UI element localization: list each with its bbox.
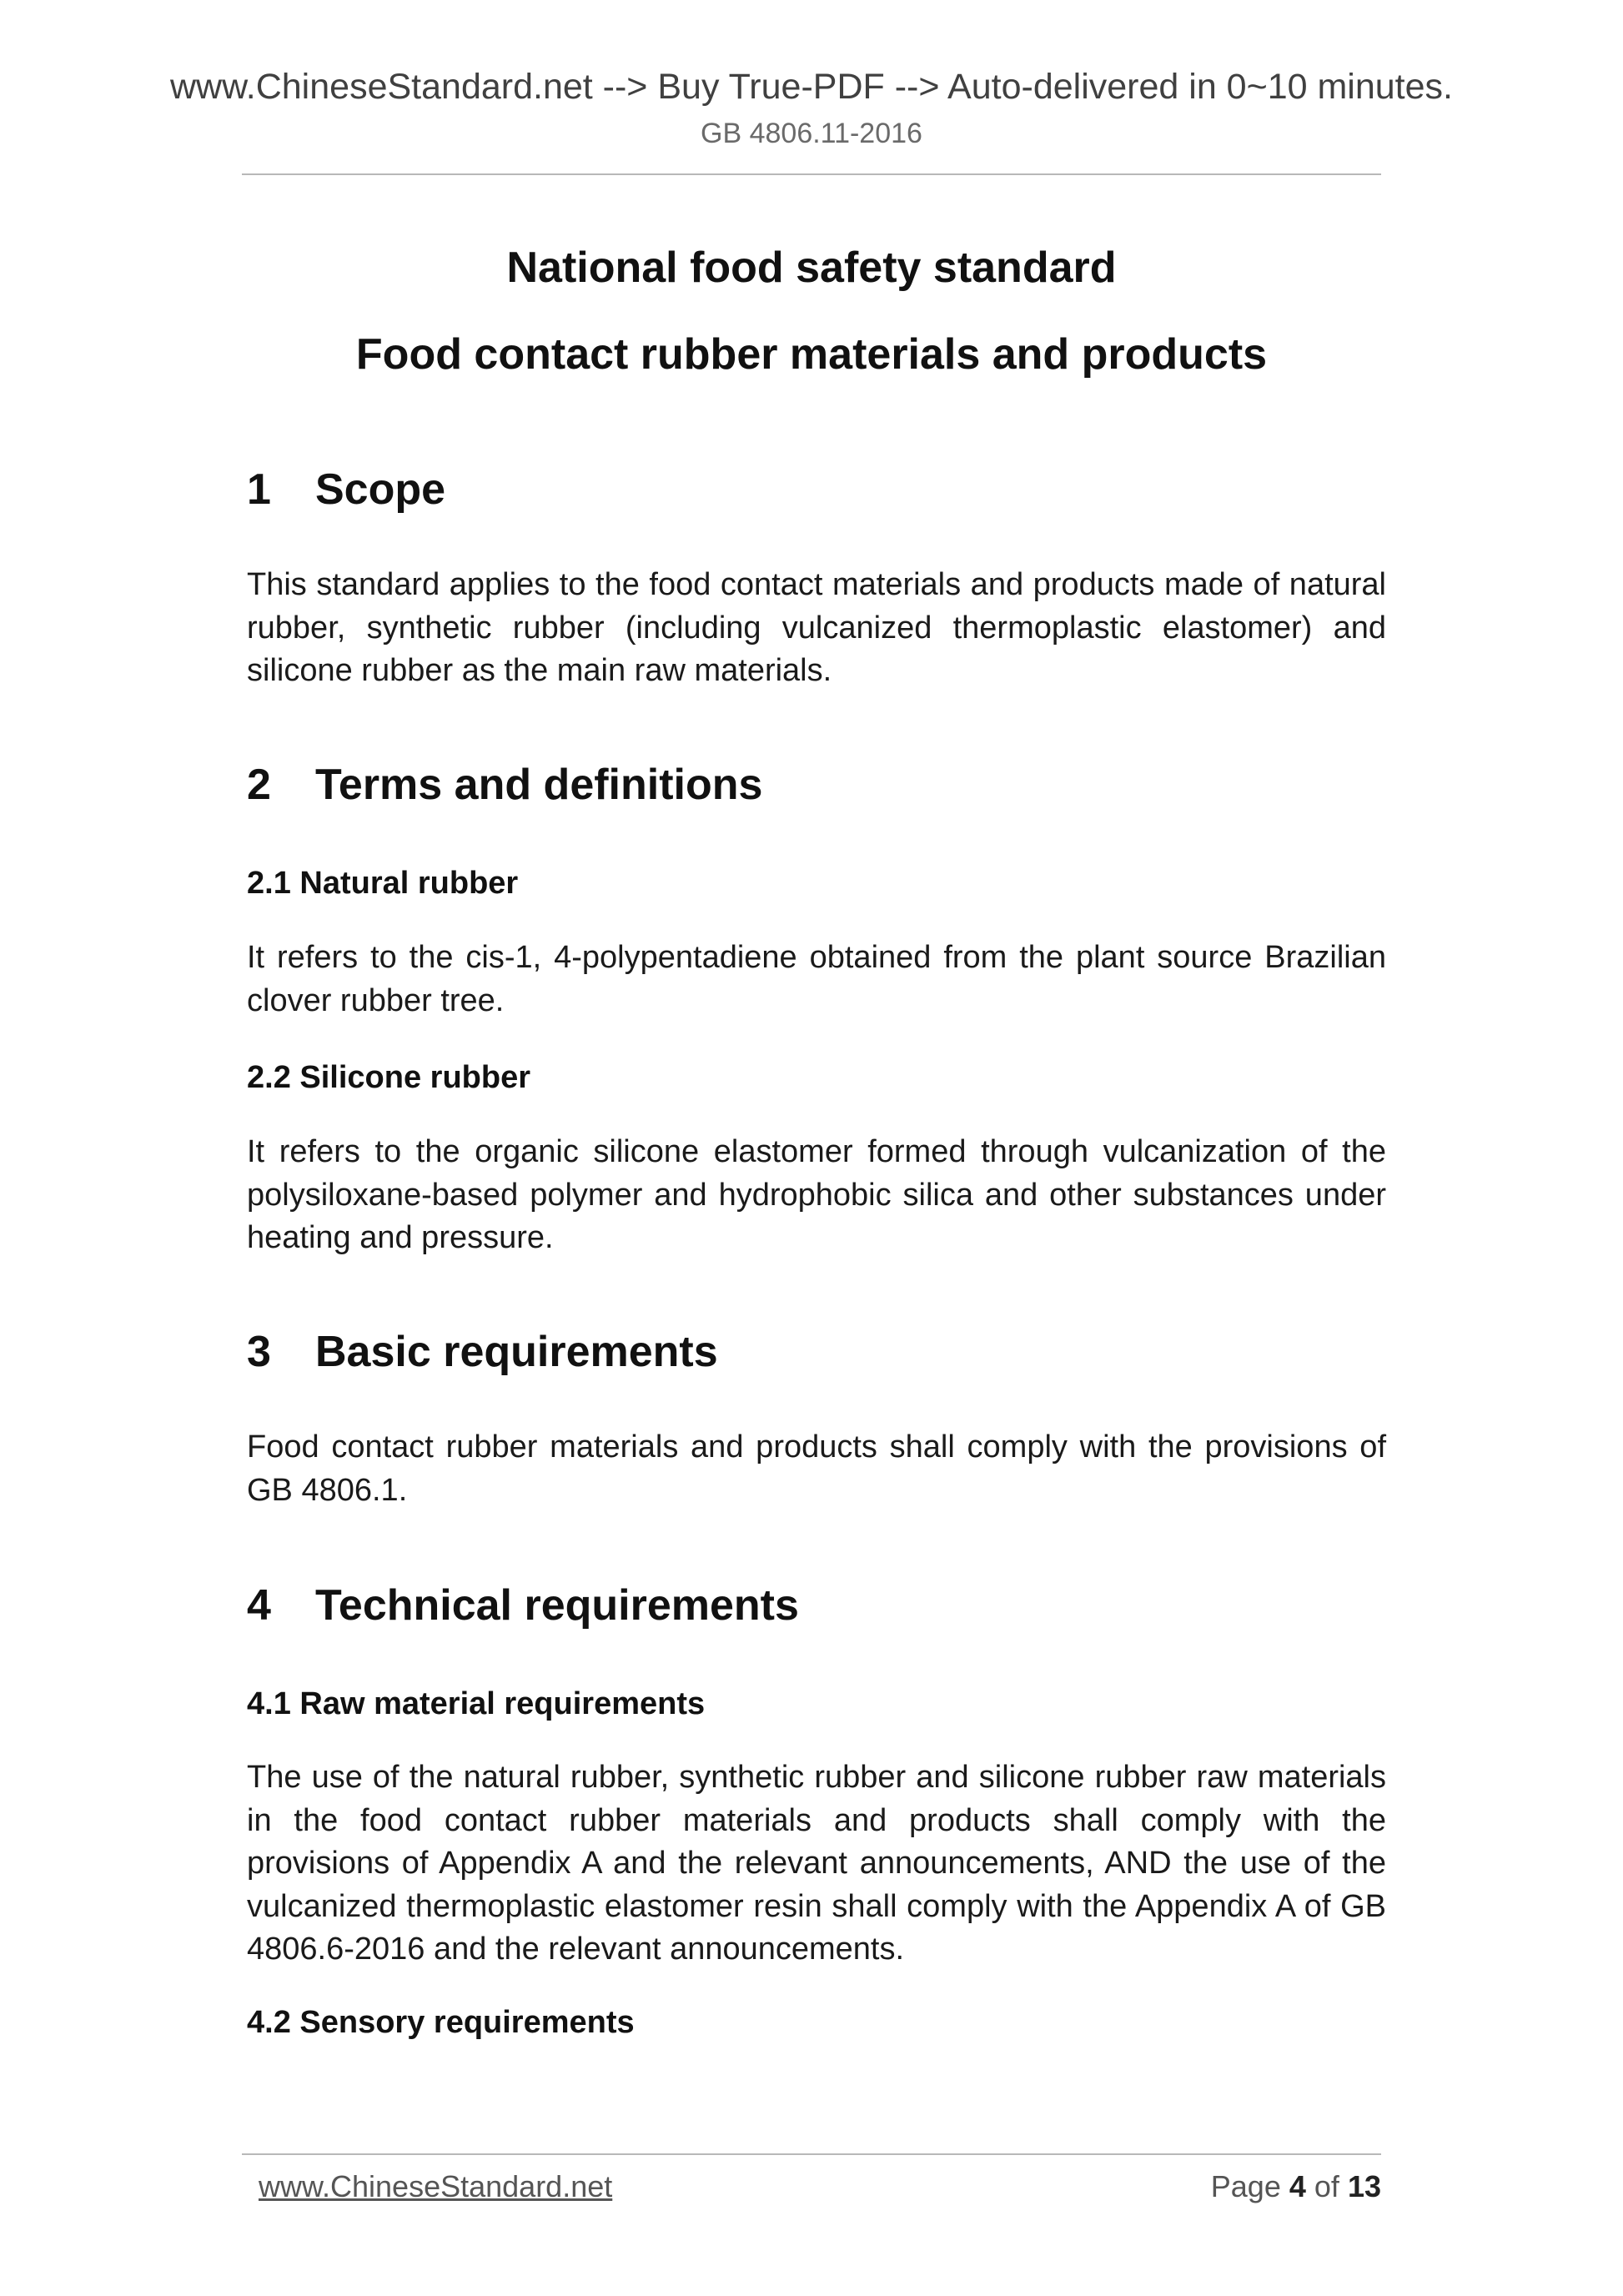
section-number: 2 (247, 761, 271, 809)
basic-requirements-paragraph: Food contact rubber materials and products shall comply with the provisions of GB 4806.1. (247, 1429, 1386, 1508)
natural-rubber-definition: It refers to the cis-1, 4-polypentadiene obtained from the plant source Brazilian clover rubber tree. (247, 940, 1386, 1018)
subsection-4-1-heading: 4.1 Raw material requirements (247, 1686, 706, 1721)
section-title: Technical requirements (315, 1581, 799, 1630)
section-title: Basic requirements (315, 1328, 718, 1376)
document-number: GB 4806.11-2016 (701, 118, 922, 149)
page-prefix: Page (1210, 2169, 1281, 2203)
section-2-heading (247, 759, 762, 811)
section-number: 1 (247, 465, 271, 514)
section-1-heading (247, 464, 445, 515)
section-title: Scope (315, 465, 446, 514)
subsection-2-2-heading: 2.2 Silicone rubber (247, 1060, 530, 1095)
total-pages: 13 (1347, 2169, 1381, 2203)
footer-divider (242, 2153, 1381, 2155)
section-number: 3 (247, 1328, 271, 1376)
subsection-2-1-heading: 2.1 Natural rubber (247, 866, 519, 901)
page-indicator (1211, 2168, 1381, 2205)
header-divider (242, 173, 1381, 175)
header-banner: www.ChineseStandard.net --> Buy True-PDF --> Auto-delivered in 0~10 minutes. (169, 67, 1453, 107)
silicone-rubber-definition: It refers to the organic silicone elastomer formed through vulcanization of the polysiloxane-based polymer and hydrophobic silica and other substances under heating and pressure. (247, 1134, 1386, 1255)
page-of: of (1314, 2169, 1339, 2203)
section-number: 4 (247, 1581, 271, 1630)
document-title: National food safety standard (506, 244, 1117, 292)
section-4-heading (247, 1580, 799, 1631)
scope-paragraph: This standard applies to the food contact materials and products made of natural rubber, synthetic rubber (including vulcanized thermoplastic elastomer) and silicone rubber as the main raw materials. (247, 567, 1386, 688)
section-3-heading (247, 1326, 718, 1378)
subsection-4-2-heading: 4.2 Sensory requirements (247, 2005, 635, 2040)
raw-material-paragraph: The use of the natural rubber, synthetic rubber and silicone rubber raw materials in the food contact rubber materials and products shall comply with the provisions of Appendix A and the relevant announcements, AND the use of the vulcanized thermoplastic elastomer resin shall comply with the Appendix A of GB 4806.6-2016 and the relevant announcements. (247, 1760, 1386, 1967)
current-page-number: 4 (1289, 2169, 1306, 2203)
section-title: Terms and definitions (315, 761, 763, 809)
footer-website-link[interactable]: www.ChineseStandard.net (259, 2169, 613, 2203)
document-subtitle: Food contact rubber materials and products (355, 330, 1268, 379)
